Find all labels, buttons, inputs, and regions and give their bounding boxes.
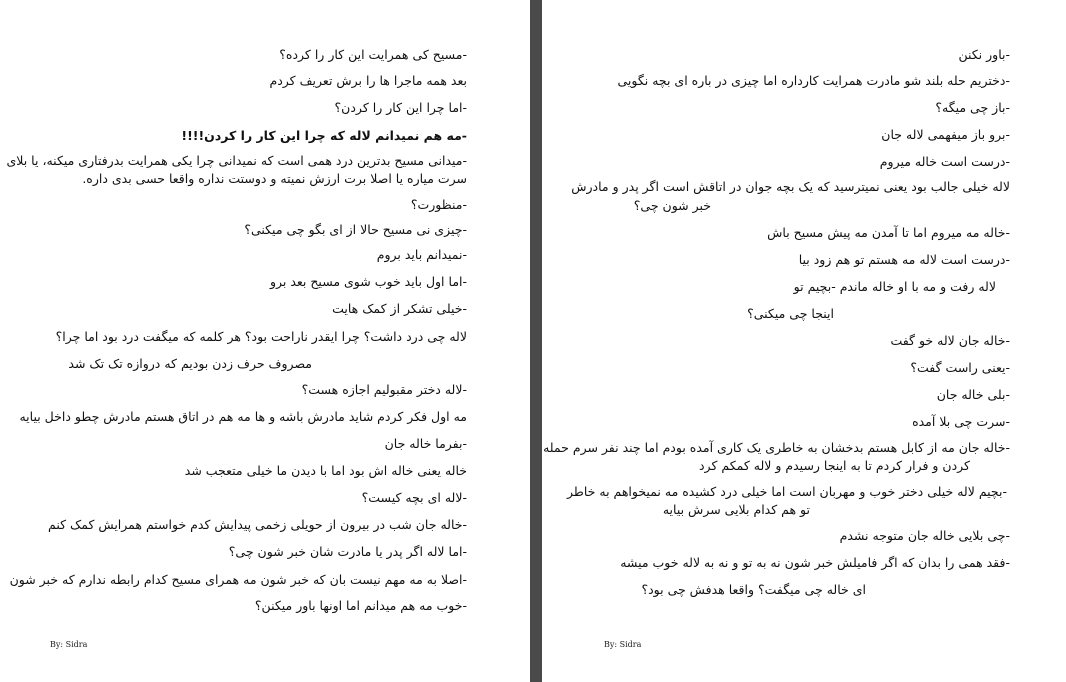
text-line: -اصلا به مه مهم نیست بان که خبر شون مه همرای مسیح کدام رابطه ندارم که خبر شون bbox=[9, 572, 467, 587]
text-line: بعد همه ماجرا ها را برش تعریف کردم bbox=[269, 73, 467, 88]
text-line: -باور نکنن bbox=[958, 47, 1010, 62]
text-line: -باز چی میگه؟ bbox=[935, 100, 1010, 115]
text-line: -برو باز میفهمی لاله جان bbox=[881, 127, 1010, 142]
text-line: -میدانی مسیح بدترین درد همی است که نمیدانی چرا یکی همرایت بدرفتاری میکنه، یا بلای bbox=[6, 153, 467, 168]
text-line: -دختریم حله بلند شو مادرت همرایت کارداره اما چیزی در باره ای بچه نگویی bbox=[617, 73, 1010, 88]
text-line: لاله چی درد داشت؟ چرا ایقدر ناراحت بود؟ هر کلمه که میگفت درد بود اما چرا؟ bbox=[55, 329, 467, 344]
text-line: -نمیدانم باید بروم bbox=[376, 247, 467, 262]
page-footer: By: Sidra bbox=[50, 640, 88, 649]
text-line: -بلی خاله جان bbox=[936, 387, 1010, 402]
text-line: -خاله جان مه از کابل هستم بدخشان به خاطری یک کاری آمده بودم اما چند نفر سرم حمله bbox=[543, 440, 1010, 455]
text-line: -منظورت؟ bbox=[410, 197, 467, 212]
text-line: -یعنی راست گفت؟ bbox=[910, 360, 1010, 375]
text-line: -خوب مه هم میدانم اما اونها باور میکنن؟ bbox=[254, 598, 467, 613]
text-line: -بفرما خاله جان bbox=[384, 436, 467, 451]
text-line: -اما لاله اگر پدر یا مادرت شان خبر شون چی؟ bbox=[228, 544, 467, 559]
page-footer: By: Sidra bbox=[604, 640, 642, 649]
left-page bbox=[0, 0, 530, 682]
text-line: -درست است خاله میروم bbox=[879, 154, 1010, 169]
text-line: اینجا چی میکنی؟ bbox=[747, 306, 834, 321]
text-line: خبر شون چی؟ bbox=[633, 198, 711, 213]
text-line: -چی بلایی خاله جان متوجه نشدم bbox=[839, 528, 1010, 543]
text-line: -اما چرا این کار را کردن؟ bbox=[334, 100, 467, 115]
text-line: کردن و فرار کردم تا به اینجا رسیدم و لاله کمکم کرد bbox=[698, 458, 970, 473]
right-page bbox=[542, 0, 1066, 682]
text-line: مصروف حرف زدن بودیم که دروازه تک تک شد bbox=[68, 356, 312, 371]
text-line: -مسیح کی همرایت این کار را کرده؟ bbox=[279, 47, 467, 62]
text-line: -خاله مه میروم اما تا آمدن مه پیش مسیح باش bbox=[767, 225, 1010, 240]
text-line: -درست است لاله مه هستم تو هم زود بیا bbox=[798, 252, 1010, 267]
text-line: -سرت چی بلا آمده bbox=[912, 414, 1010, 429]
text-line: سرت میاره یا اصلا برت ارزش نمیته و دوستت نداره واقعا حسی بدی داره. bbox=[82, 171, 467, 186]
text-line: لاله خیلی جالب بود یعنی نمیترسید که یک بچه جوان در اتاقش است اگر پدر و مادرش bbox=[571, 179, 1010, 194]
text-line: ای خاله چی میگفت؟ واقعا هدفش چی بود؟ bbox=[641, 582, 866, 597]
page-gutter bbox=[530, 0, 542, 682]
text-line: لاله رفت و مه با او خاله ماندم -بچیم تو bbox=[793, 279, 996, 294]
text-line: -اما اول باید خوب شوی مسیح بعد برو bbox=[269, 274, 467, 289]
text-line: -لاله دختر مقبولیم اجازه هست؟ bbox=[301, 382, 467, 397]
text-line: خاله یعنی خاله اش بود اما با دیدن ما خیلی متعجب شد bbox=[184, 463, 467, 478]
text-line: -خیلی تشکر از کمک هایت bbox=[332, 301, 467, 316]
text-line: تو هم کدام بلایی سرش بیایه bbox=[662, 502, 810, 517]
text-line: -مه هم نمیدانم لاله که چرا این کار را کردن!!!! bbox=[181, 128, 467, 143]
text-line: -فقد همی را بدان که اگر فامیلش خبر شون نه به تو و نه به لاله خوب میشه bbox=[620, 555, 1010, 570]
text-line: -چیزی نی مسیح حالا از ای بگو چی میکنی؟ bbox=[244, 222, 467, 237]
text-line: -لاله ای بچه کیست؟ bbox=[361, 490, 467, 505]
text-line: -خاله جان لاله خو گفت bbox=[890, 333, 1010, 348]
text-line: مه اول فکر کردم شاید مادرش باشه و ها مه هم در اتاق هستم مادرش چطو داخل بیایه bbox=[19, 409, 467, 424]
text-line: -بچیم لاله خیلی دختر خوب و مهربان است اما خیلی درد کشیده مه نمیخواهم به خاطر bbox=[567, 484, 1007, 499]
text-line: -خاله جان شب در بیرون از حویلی زخمی پیدایش کدم خواستم همرایش کمک کنم bbox=[48, 517, 467, 532]
